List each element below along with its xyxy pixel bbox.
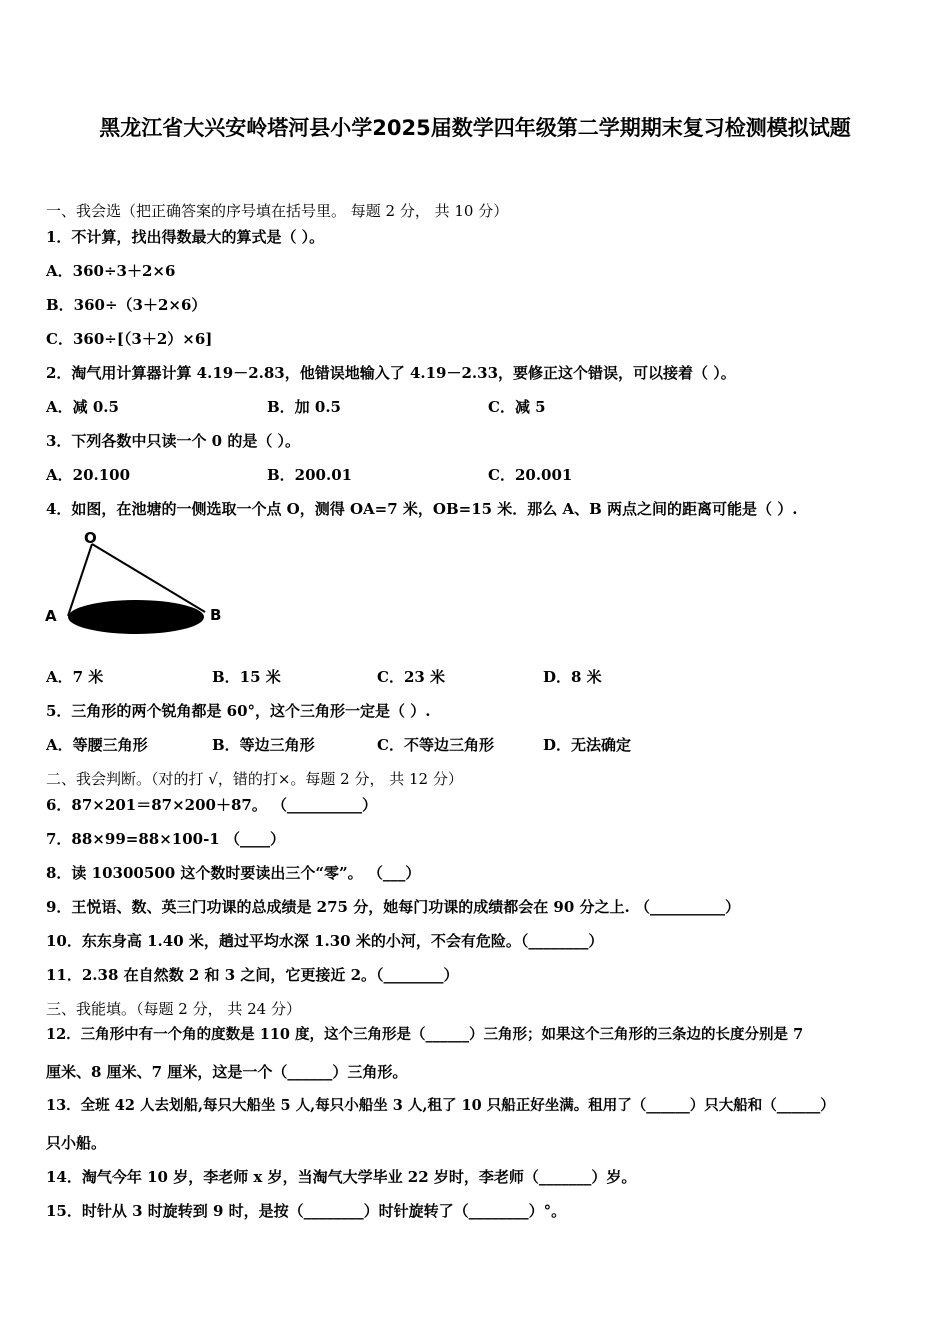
question-5-stem: 5．三角形的两个锐角都是 60°，这个三角形一定是（ ）.	[46, 702, 431, 720]
question-5-option-a: A．等腰三角形	[46, 736, 148, 754]
question-13-line-2: 只小船。	[46, 1134, 107, 1152]
pond-shape	[68, 600, 204, 634]
question-4-stem: 4．如图，在池塘的一侧选取一个点 O，测得 OA=7 米，OB=15 米．那么 A、B 两点之间的距离可能是（ ）.	[46, 500, 798, 518]
question-1-stem: 1．不计算，找出得数最大的算式是（ ）。	[46, 228, 325, 246]
question-5-option-d: D．无法确定	[543, 736, 632, 754]
question-8: 8．读 10300500 这个数时要读出三个“零”。 （___）	[46, 864, 421, 882]
question-3-option-c: C．20.001	[488, 466, 573, 484]
point-b-label: B	[210, 606, 222, 624]
question-15: 15．时针从 3 时旋转到 9 时，是按（________）时针旋转了（________）°。	[46, 1202, 567, 1220]
question-13-line-1: 13．全班 42 人去划船,每只大船坐 5 人,每只小船坐 3 人,租了 10 只船正好坐满。租用了（______）只大船和（______）	[46, 1097, 835, 1114]
question-3-option-a: A．20.100	[46, 466, 131, 484]
question-1-option-c: C．360÷[（3＋2）×6]	[46, 330, 213, 348]
question-10: 10．东东身高 1.40 米，趟过平均水深 1.30 米的小河，不会有危险。（________）	[46, 932, 604, 950]
point-o-label: O	[84, 529, 97, 547]
question-4-option-c: C．23 米	[377, 668, 446, 686]
question-4-option-b: B．15 米	[212, 668, 281, 686]
section-2-header: 二、我会判断。（对的打 √，错的打×。每题 2 分， 共 12 分）	[46, 770, 463, 788]
question-12-line-1: 12．三角形中有一个角的度数是 110 度，这个三角形是（______）三角形；如果这个三角形的三条边的长度分别是 7	[46, 1026, 804, 1043]
question-4-option-a: A．7 米	[46, 668, 104, 686]
section-3-header: 三、我能填。（每题 2 分， 共 24 分）	[46, 1000, 301, 1018]
question-3-option-b: B．200.01	[267, 466, 353, 484]
question-14: 14．淘气今年 10 岁，李老师 x 岁，当淘气大学毕业 22 岁时，李老师（_______）岁。	[46, 1168, 637, 1186]
question-6: 6．87×201＝87×200＋87。 （__________）	[46, 796, 378, 814]
point-a-label: A	[45, 607, 57, 625]
question-7: 7．88×99=88×100-1 （____）	[46, 830, 285, 848]
pond-triangle-figure	[40, 526, 240, 646]
question-1-option-b: B．360÷（3＋2×6）	[46, 296, 207, 314]
question-12-line-2: 厘米、8 厘米、7 厘米，这是一个（______）三角形。	[46, 1063, 408, 1081]
question-11: 11．2.38 在自然数 2 和 3 之间，它更接近 2。（________）	[46, 966, 459, 984]
question-3-stem: 3．下列各数中只读一个 0 的是（ ）。	[46, 432, 301, 450]
page-title: 黑龙江省大兴安岭塔河县小学2025届数学四年级第二学期期末复习检测模拟试题	[99, 116, 851, 140]
question-2-option-c: C．减 5	[488, 398, 546, 416]
question-5-option-c: C．不等边三角形	[377, 736, 494, 754]
question-2-option-a: A．减 0.5	[46, 398, 119, 416]
question-5-option-b: B．等边三角形	[212, 736, 315, 754]
question-4-option-d: D．8 米	[543, 668, 602, 686]
section-1-header: 一、我会选（把正确答案的序号填在括号里。 每题 2 分， 共 10 分）	[46, 202, 509, 220]
question-2-stem: 2．淘气用计算器计算 4.19－2.83，他错误地输入了 4.19－2.33，要修正这个错误，可以接着（ ）。	[46, 364, 736, 382]
question-9: 9．王悦语、数、英三门功课的总成绩是 275 分，她每门功课的成绩都会在 90 分之上. （__________）	[46, 898, 740, 916]
question-2-option-b: B．加 0.5	[267, 398, 341, 416]
question-1-option-a: A．360÷3＋2×6	[46, 262, 176, 280]
